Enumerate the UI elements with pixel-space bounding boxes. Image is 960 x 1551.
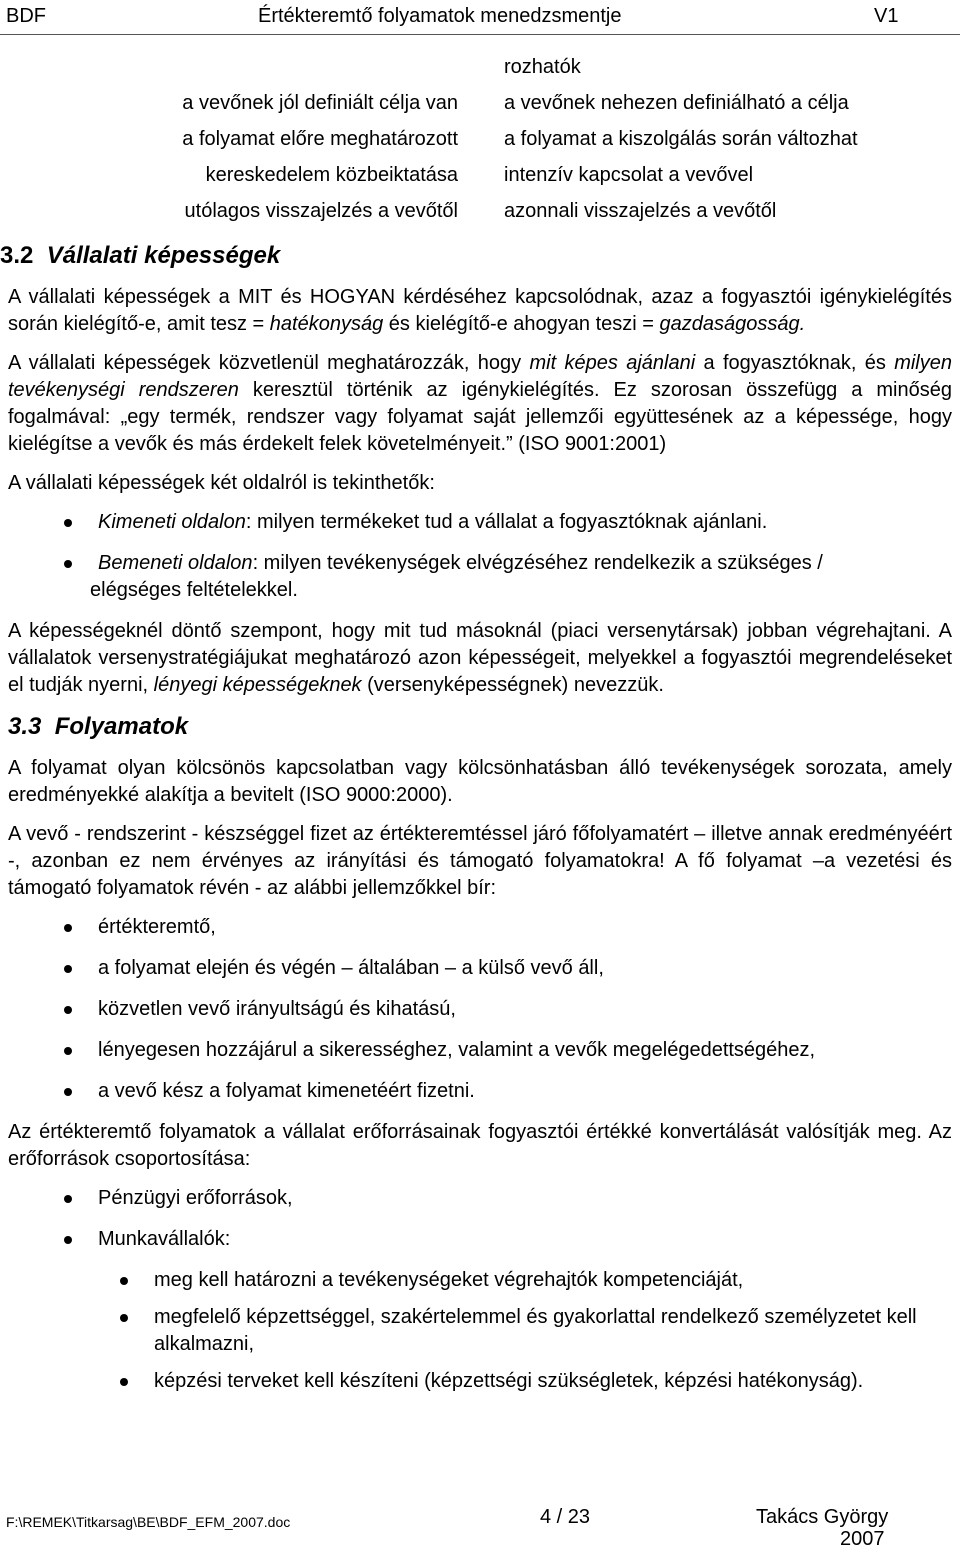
comparison-row: [0, 56, 960, 92]
comparison-right-cell: a folyamat a kiszolgálás során változhat: [504, 128, 858, 150]
list-item: megfelelő képzettséggel, szakértelemmel és gyakorlattal rendelkező személyzetet kell alkalmazni,: [8, 1304, 952, 1358]
comparison-row: [0, 128, 960, 164]
section-number: 3.2: [0, 242, 34, 269]
section-number: 3.3: [8, 713, 42, 740]
comparison-row: [0, 92, 960, 128]
list-item: meg kell határozni a tevékenységeket végrehajtók kompetenciáját,: [8, 1267, 952, 1294]
paragraph: A képességeknél döntő szempont, hogy mit tud másoknál (piaci versenytársak) jobban végrehajtani. A vállalatok versenystratégiájukat meghatározó azon képességeit, melyekkel a fogyasztói megrendeléseket el tudják nyerni, lényegi képességeknek (versenyképességnek) nevezzük.: [8, 620, 952, 696]
footer-year: 2007: [840, 1528, 885, 1550]
comparison-left-cell: a folyamat előre meghatározott: [182, 128, 458, 150]
comparison-left-cell: utólagos visszajelzés a vevőtől: [184, 200, 458, 222]
document-body: [0, 240, 952, 1405]
paragraph: A vevő - rendszerint - készséggel fizet az értékteremtéssel járó főfolyamatért – illetve annak eredményéért -, azonban ez nem érvényes az irányítási és támogató folyamatokra! A fő folyamat –a vezetési és támogató folyamatok révén - az alábbi jellemzőkkel bír:: [8, 823, 952, 899]
comparison-right-cell: rozhatók: [504, 56, 581, 78]
comparison-row: [0, 164, 960, 200]
footer-author: Takács György: [756, 1506, 889, 1528]
comparison-left-cell: kereskedelem közbeiktatása: [205, 164, 458, 186]
comparison-right-cell: a vevőnek nehezen definiálható a célja: [504, 92, 849, 114]
bullet-list: [8, 1185, 952, 1253]
paragraph: A vállalati képességek két oldalról is tekinthetők:: [8, 472, 435, 494]
page-header: [0, 0, 960, 35]
list-item: Kimeneti oldalon: milyen termékeket tud a vállalat a fogyasztóknak ajánlani.: [8, 509, 952, 536]
page-footer: [0, 1500, 960, 1551]
list-item: Munkavállalók:: [8, 1226, 952, 1253]
paragraph: A folyamat olyan kölcsönös kapcsolatban vagy kölcsönhatásban álló tevékenységek sorozata, amely eredményekké alakítja a bevitelt (ISO 9000:2000).: [8, 757, 952, 806]
header-version: V1: [874, 5, 899, 27]
header-doc-code: BDF: [6, 5, 46, 27]
bullet-list: [8, 509, 952, 604]
header-title: Értékteremtő folyamatok menedzsmentje: [258, 5, 622, 27]
section-heading-3-3: [8, 711, 952, 743]
paragraph: A vállalati képességek közvetlenül meghatározzák, hogy mit képes ajánlani a fogyasztóknak, és milyen tevékenységi rendszeren keresztül történik az igénykielégítés. Ez szorosan összefügg a minőség fogalmával: „egy termék, rendszer vagy folyamat saját jellemzői együttesének az a képessége, hogy kielégítse a vevők és más érdekelt felek követelményeit.” (ISO 9001:2001): [8, 352, 952, 455]
comparison-right-cell: intenzív kapcsolat a vevővel: [504, 164, 754, 186]
list-item: értékteremtő,: [8, 914, 952, 941]
comparison-table: [0, 56, 960, 236]
footer-file-path: F:\REMEK\Titkarsag\BE\BDF_EFM_2007.doc: [6, 1514, 291, 1530]
list-item: Bemeneti oldalon: milyen tevékenységek elvégzéséhez rendelkezik a szükséges / elégséges feltételekkel.: [8, 550, 952, 604]
footer-page-number: 4 / 23: [540, 1506, 591, 1528]
list-item: a folyamat elején és végén – általában – a külső vevő áll,: [8, 955, 952, 982]
paragraph: A vállalati képességek a MIT és HOGYAN kérdéséhez kapcsolódnak, azaz a fogyasztói igénykielégítés során kielégítő-e, amit tesz = hatékonyság és kielégítő-e ahogyan teszi = gazdaságosság.: [8, 286, 952, 335]
sub-bullet-list: [8, 1267, 952, 1395]
section-heading-3-2: [0, 240, 952, 272]
comparison-right-cell: azonnali visszajelzés a vevőtől: [504, 200, 777, 222]
section-title: Folyamatok: [54, 713, 189, 740]
section-title: Vállalati képességek: [46, 242, 281, 269]
bullet-list: [8, 914, 952, 1105]
list-item: Pénzügyi erőforrások,: [8, 1185, 952, 1212]
comparison-left-cell: a vevőnek jól definiált célja van: [182, 92, 458, 114]
list-item: a vevő kész a folyamat kimenetéért fizetni.: [8, 1078, 952, 1105]
comparison-row: [0, 200, 960, 236]
list-item: lényegesen hozzájárul a sikerességhez, valamint a vevők megelégedettségéhez,: [8, 1037, 952, 1064]
paragraph: Az értékteremtő folyamatok a vállalat erőforrásainak fogyasztói értékké konvertálását valósítják meg. Az erőforrások csoportosítása:: [8, 1121, 952, 1170]
list-item: képzési terveket kell készíteni (képzettségi szükségletek, képzési hatékonyság).: [8, 1368, 952, 1395]
list-item: közvetlen vevő irányultságú és kihatású,: [8, 996, 952, 1023]
